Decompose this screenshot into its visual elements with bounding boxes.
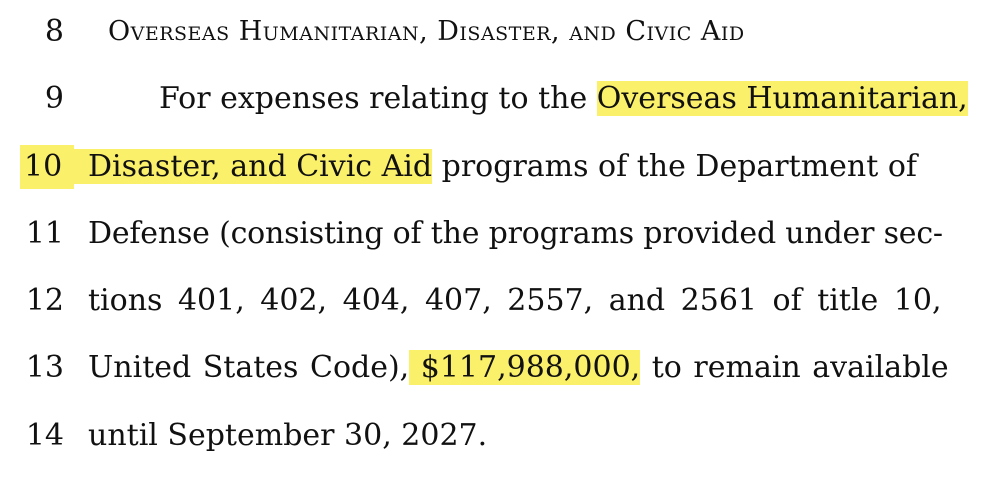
section-heading: Overseas Humanitarian, Disaster, and Civic Aid (108, 16, 745, 47)
text-segment: For expenses relating to the (159, 81, 597, 116)
line-number: 9 (44, 81, 64, 116)
text-segment: to remain available (640, 350, 949, 385)
heading-line (0, 10, 1008, 54)
text-line (0, 212, 1008, 256)
text-line (0, 279, 1008, 323)
line-text: Defense (consisting of the programs provided under sec- (88, 216, 943, 251)
text-line (0, 145, 1008, 189)
highlighted-text: Disaster, and Civic Aid (74, 149, 432, 184)
line-number-highlighted: 10 (20, 145, 74, 189)
line-text (88, 346, 949, 390)
line-text: tions 401, 402, 404, 407, 2557, and 2561 of title 10, (88, 283, 942, 318)
line-text (159, 77, 968, 121)
highlighted-amount: $117,988,000, (409, 350, 641, 385)
line-number: 11 (25, 216, 64, 251)
text-segment: programs of the Department of (432, 149, 917, 184)
text-line (0, 414, 1008, 458)
line-number: 8 (44, 14, 64, 49)
line-text (74, 145, 917, 189)
line-number: 13 (25, 350, 64, 385)
line-number: 14 (25, 418, 64, 453)
text-line (0, 77, 1008, 121)
text-segment: United States Code), (88, 350, 410, 385)
text-line (0, 346, 1008, 390)
line-number: 12 (25, 283, 64, 318)
line-text: until September 30, 2027. (88, 418, 488, 453)
highlighted-text: Overseas Humanitarian, (596, 81, 968, 116)
